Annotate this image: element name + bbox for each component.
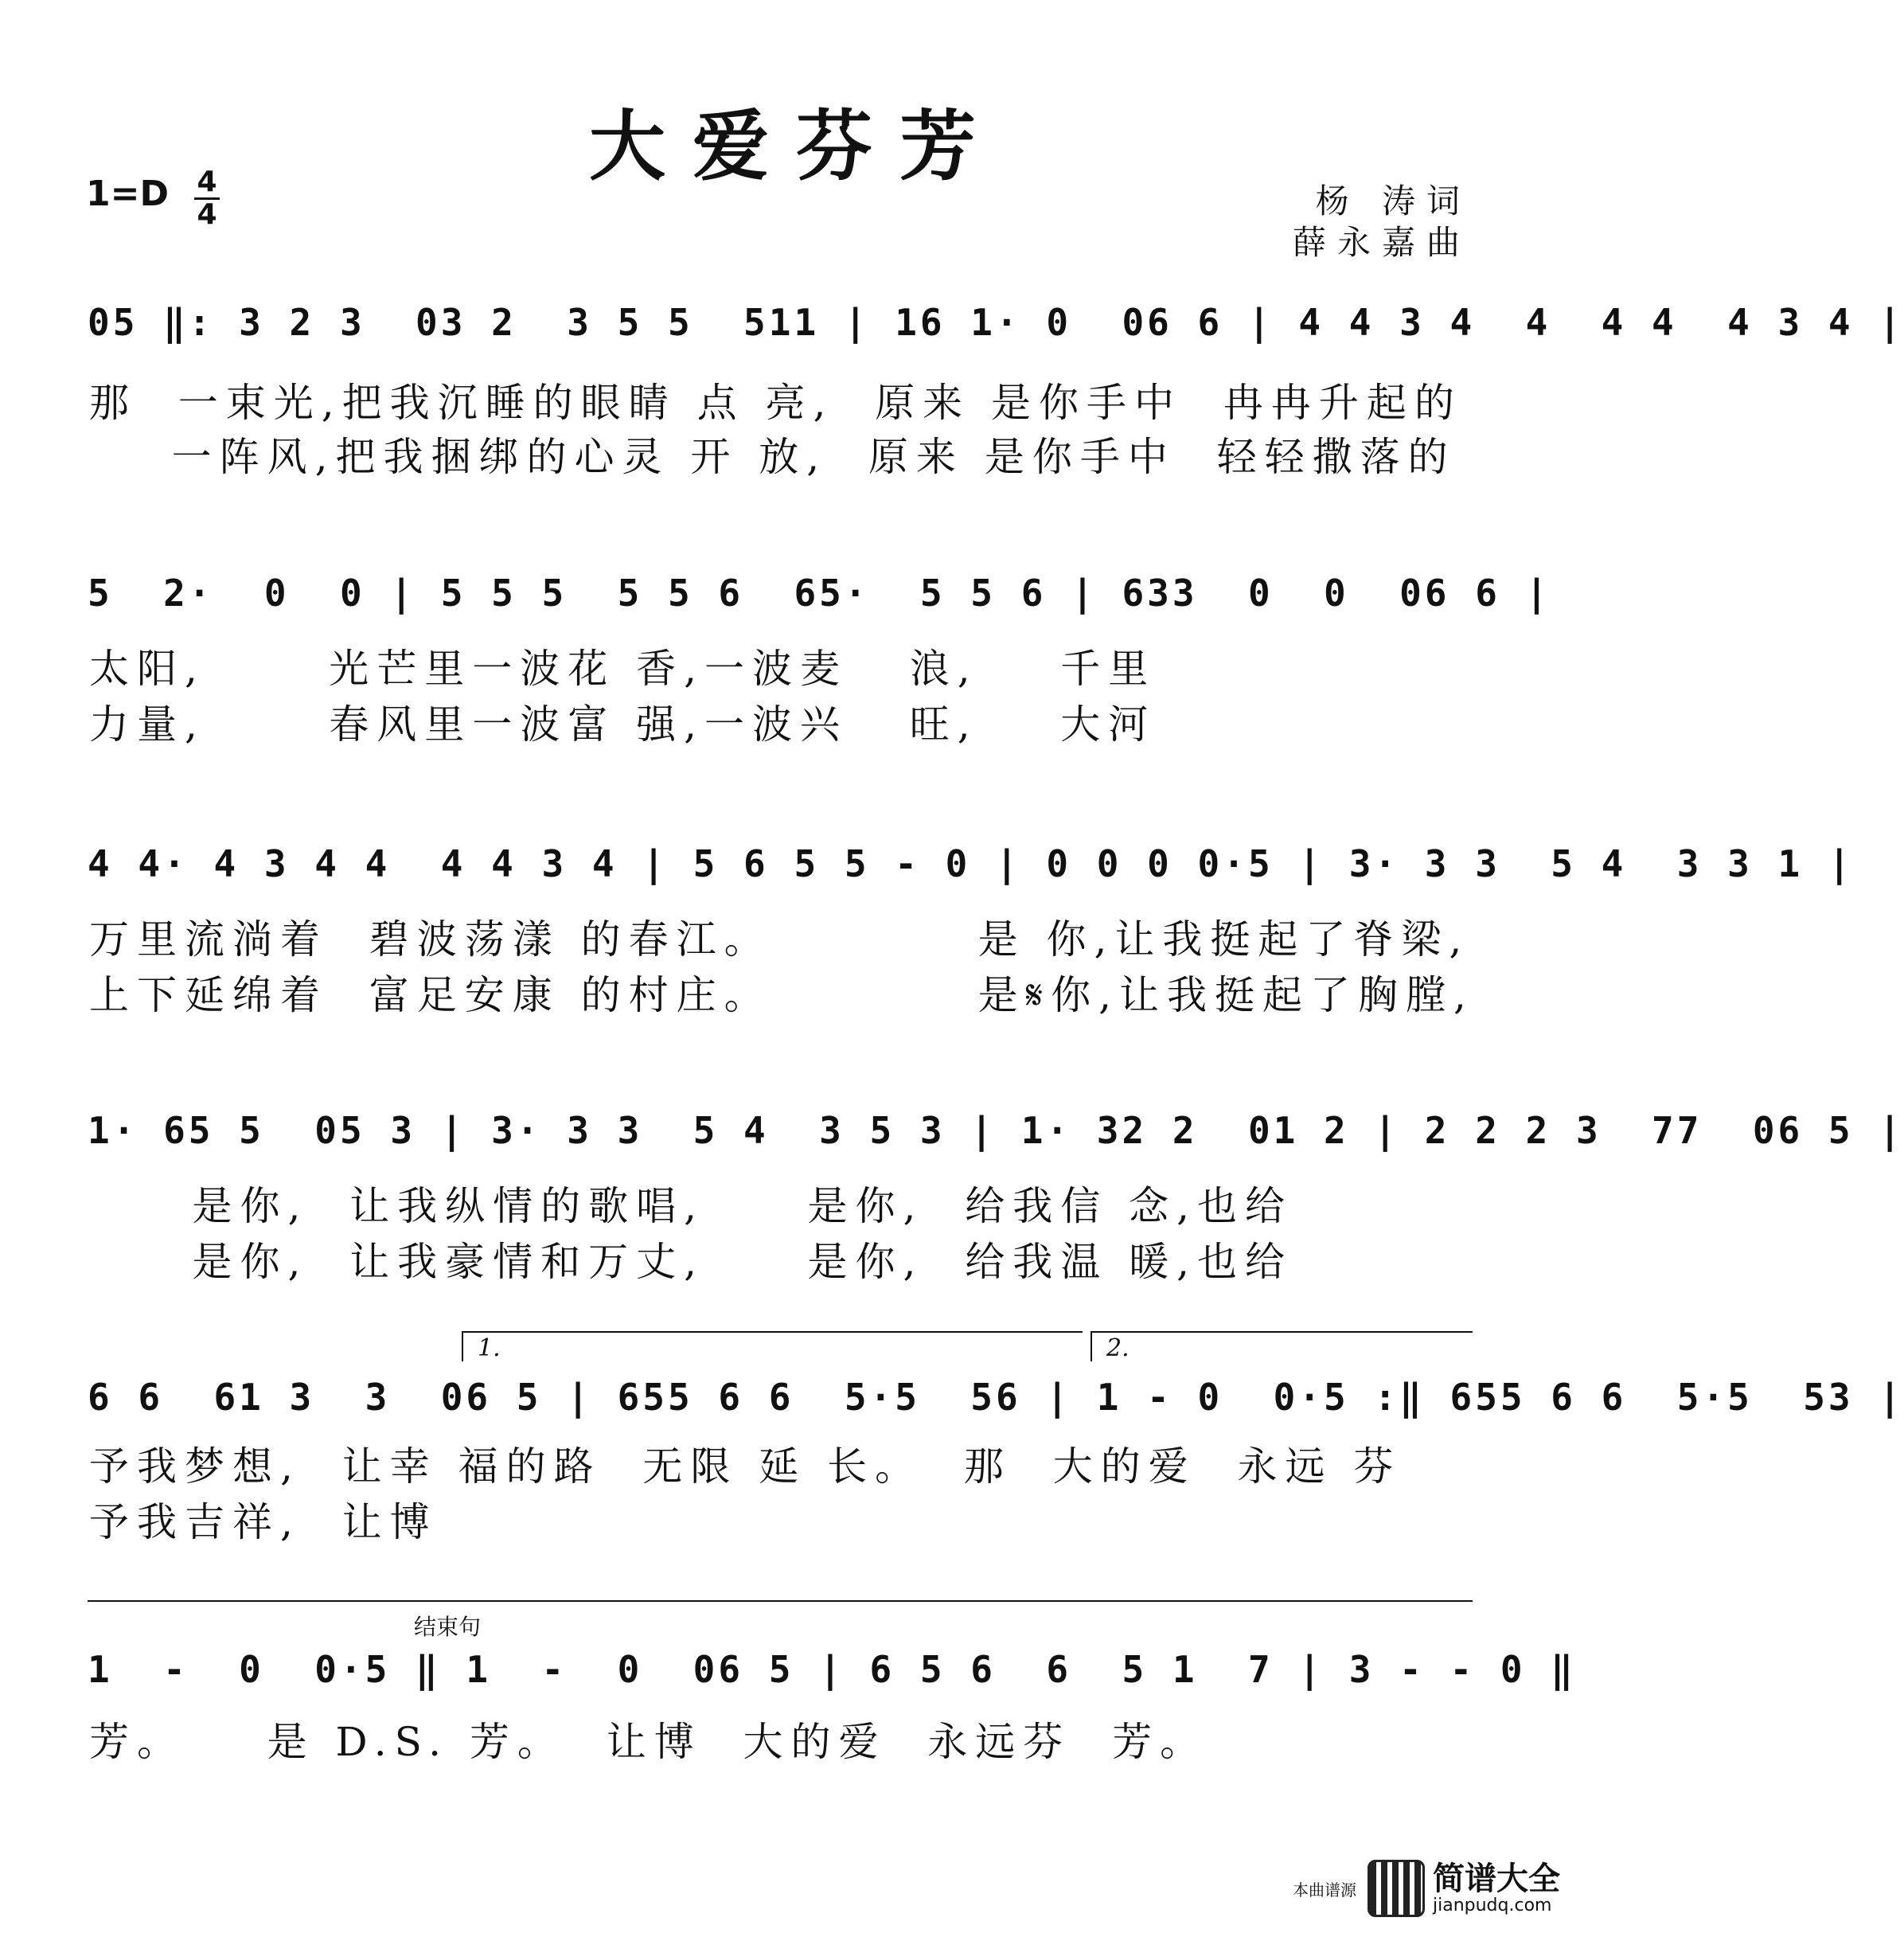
volta-1-bracket xyxy=(462,1331,1083,1333)
volta-2-bracket-left xyxy=(1091,1331,1092,1361)
notes-line: 1· 65 5 05 3 | 3· 3 3 5 4 3 5 3 | 1· 32 2 01 2 | 2 2 2 3 77 06 5 | xyxy=(88,1109,1904,1152)
notes-line: 05 ‖: 3 2 3 03 2 3 5 5 511 | 16 1· 0 06 6 | 4 4 3 4 4 4 4 4 3 4 | xyxy=(88,301,1904,344)
source-text: 本曲谱源 xyxy=(1293,1880,1356,1900)
brand-name: 简谱大全 xyxy=(1433,1860,1560,1897)
volta-1-bracket-left xyxy=(462,1331,463,1361)
song-title: 大爱芬芳 xyxy=(589,101,1003,191)
notes-line: 4 4· 4 3 4 4 4 4 3 4 | 5 6 5 5 - 0 | 0 0 0 0·5 | 3· 3 3 5 4 3 3 1 | xyxy=(88,842,1854,885)
piano-icon xyxy=(1368,1860,1425,1917)
lyrics-verse-1: 万里流淌着 碧波荡漾 的春江。 是 你,让我挺起了脊梁, xyxy=(89,916,1470,963)
lyrics-verse-1: 予我梦想, 让幸 福的路 无限 延 长。 那 大的爱 永远 芬 xyxy=(89,1443,1402,1490)
lyrics-verse-1: 芳。 是 D.S. 芳。 让博 大的爱 永远芬 芳。 xyxy=(89,1719,1208,1765)
lyrics-verse-2: 一阵风,把我捆绑的心灵 开 放, 原来 是你手中 轻轻撒落的 xyxy=(89,434,1456,480)
lyricist-credit: 杨 涛词 xyxy=(1315,182,1471,221)
time-signature-bottom: 4 xyxy=(194,197,220,230)
time-signature-top: 4 xyxy=(197,166,217,198)
ending-label: 结束句 xyxy=(414,1614,482,1640)
ending-bracket xyxy=(88,1600,1473,1602)
notes-line: 5 2· 0 0 | 5 5 5 5 5 6 65· 5 5 6 | 633 0 0 06 6 | xyxy=(88,572,1551,615)
volta-2-bracket xyxy=(1091,1331,1473,1333)
volta-1-label: 1. xyxy=(478,1334,501,1362)
time-signature xyxy=(194,167,220,230)
lyrics-verse-2: 力量, 春风里一波富 强,一波兴 旺, 大河 xyxy=(89,701,1157,748)
key-signature: 1=D xyxy=(86,174,170,214)
notes-line: 1 - 0 0·5 ‖ 1 - 0 06 5 | 6 5 6 6 5 1 7 | 3 - - 0 ‖ xyxy=(88,1648,1576,1691)
lyrics-verse-2: 予我吉祥, 让博 xyxy=(89,1499,438,1545)
site-logo[interactable] xyxy=(1368,1860,1560,1917)
composer-credit: 薛永嘉曲 xyxy=(1292,223,1471,262)
lyrics-verse-1: 那 一束光,把我沉睡的眼睛 点 亮, 原来 是你手中 冉冉升起的 xyxy=(89,380,1462,426)
volta-2-label: 2. xyxy=(1106,1334,1130,1362)
lyrics-verse-1: 太阳, 光芒里一波花 香,一波麦 浪, 千里 xyxy=(89,646,1157,692)
lyrics-verse-2: 是你, 让我豪情和万丈, 是你, 给我温 暖,也给 xyxy=(89,1239,1293,1285)
lyrics-verse-1: 是你, 让我纵情的歌唱, 是你, 给我信 念,也给 xyxy=(89,1183,1293,1229)
footer xyxy=(1293,1860,1560,1917)
notes-line: 6 6 61 3 3 06 5 | 655 6 6 5·5 56 | 1 - 0 0·5 :‖ 655 6 6 5·5 53 | xyxy=(88,1376,1904,1419)
site-url: jianpudq.com xyxy=(1433,1895,1552,1915)
lyrics-verse-2: 上下延绵着 富足安康 的村庄。 是𝄋你,让我挺起了胸膛, xyxy=(89,972,1474,1018)
